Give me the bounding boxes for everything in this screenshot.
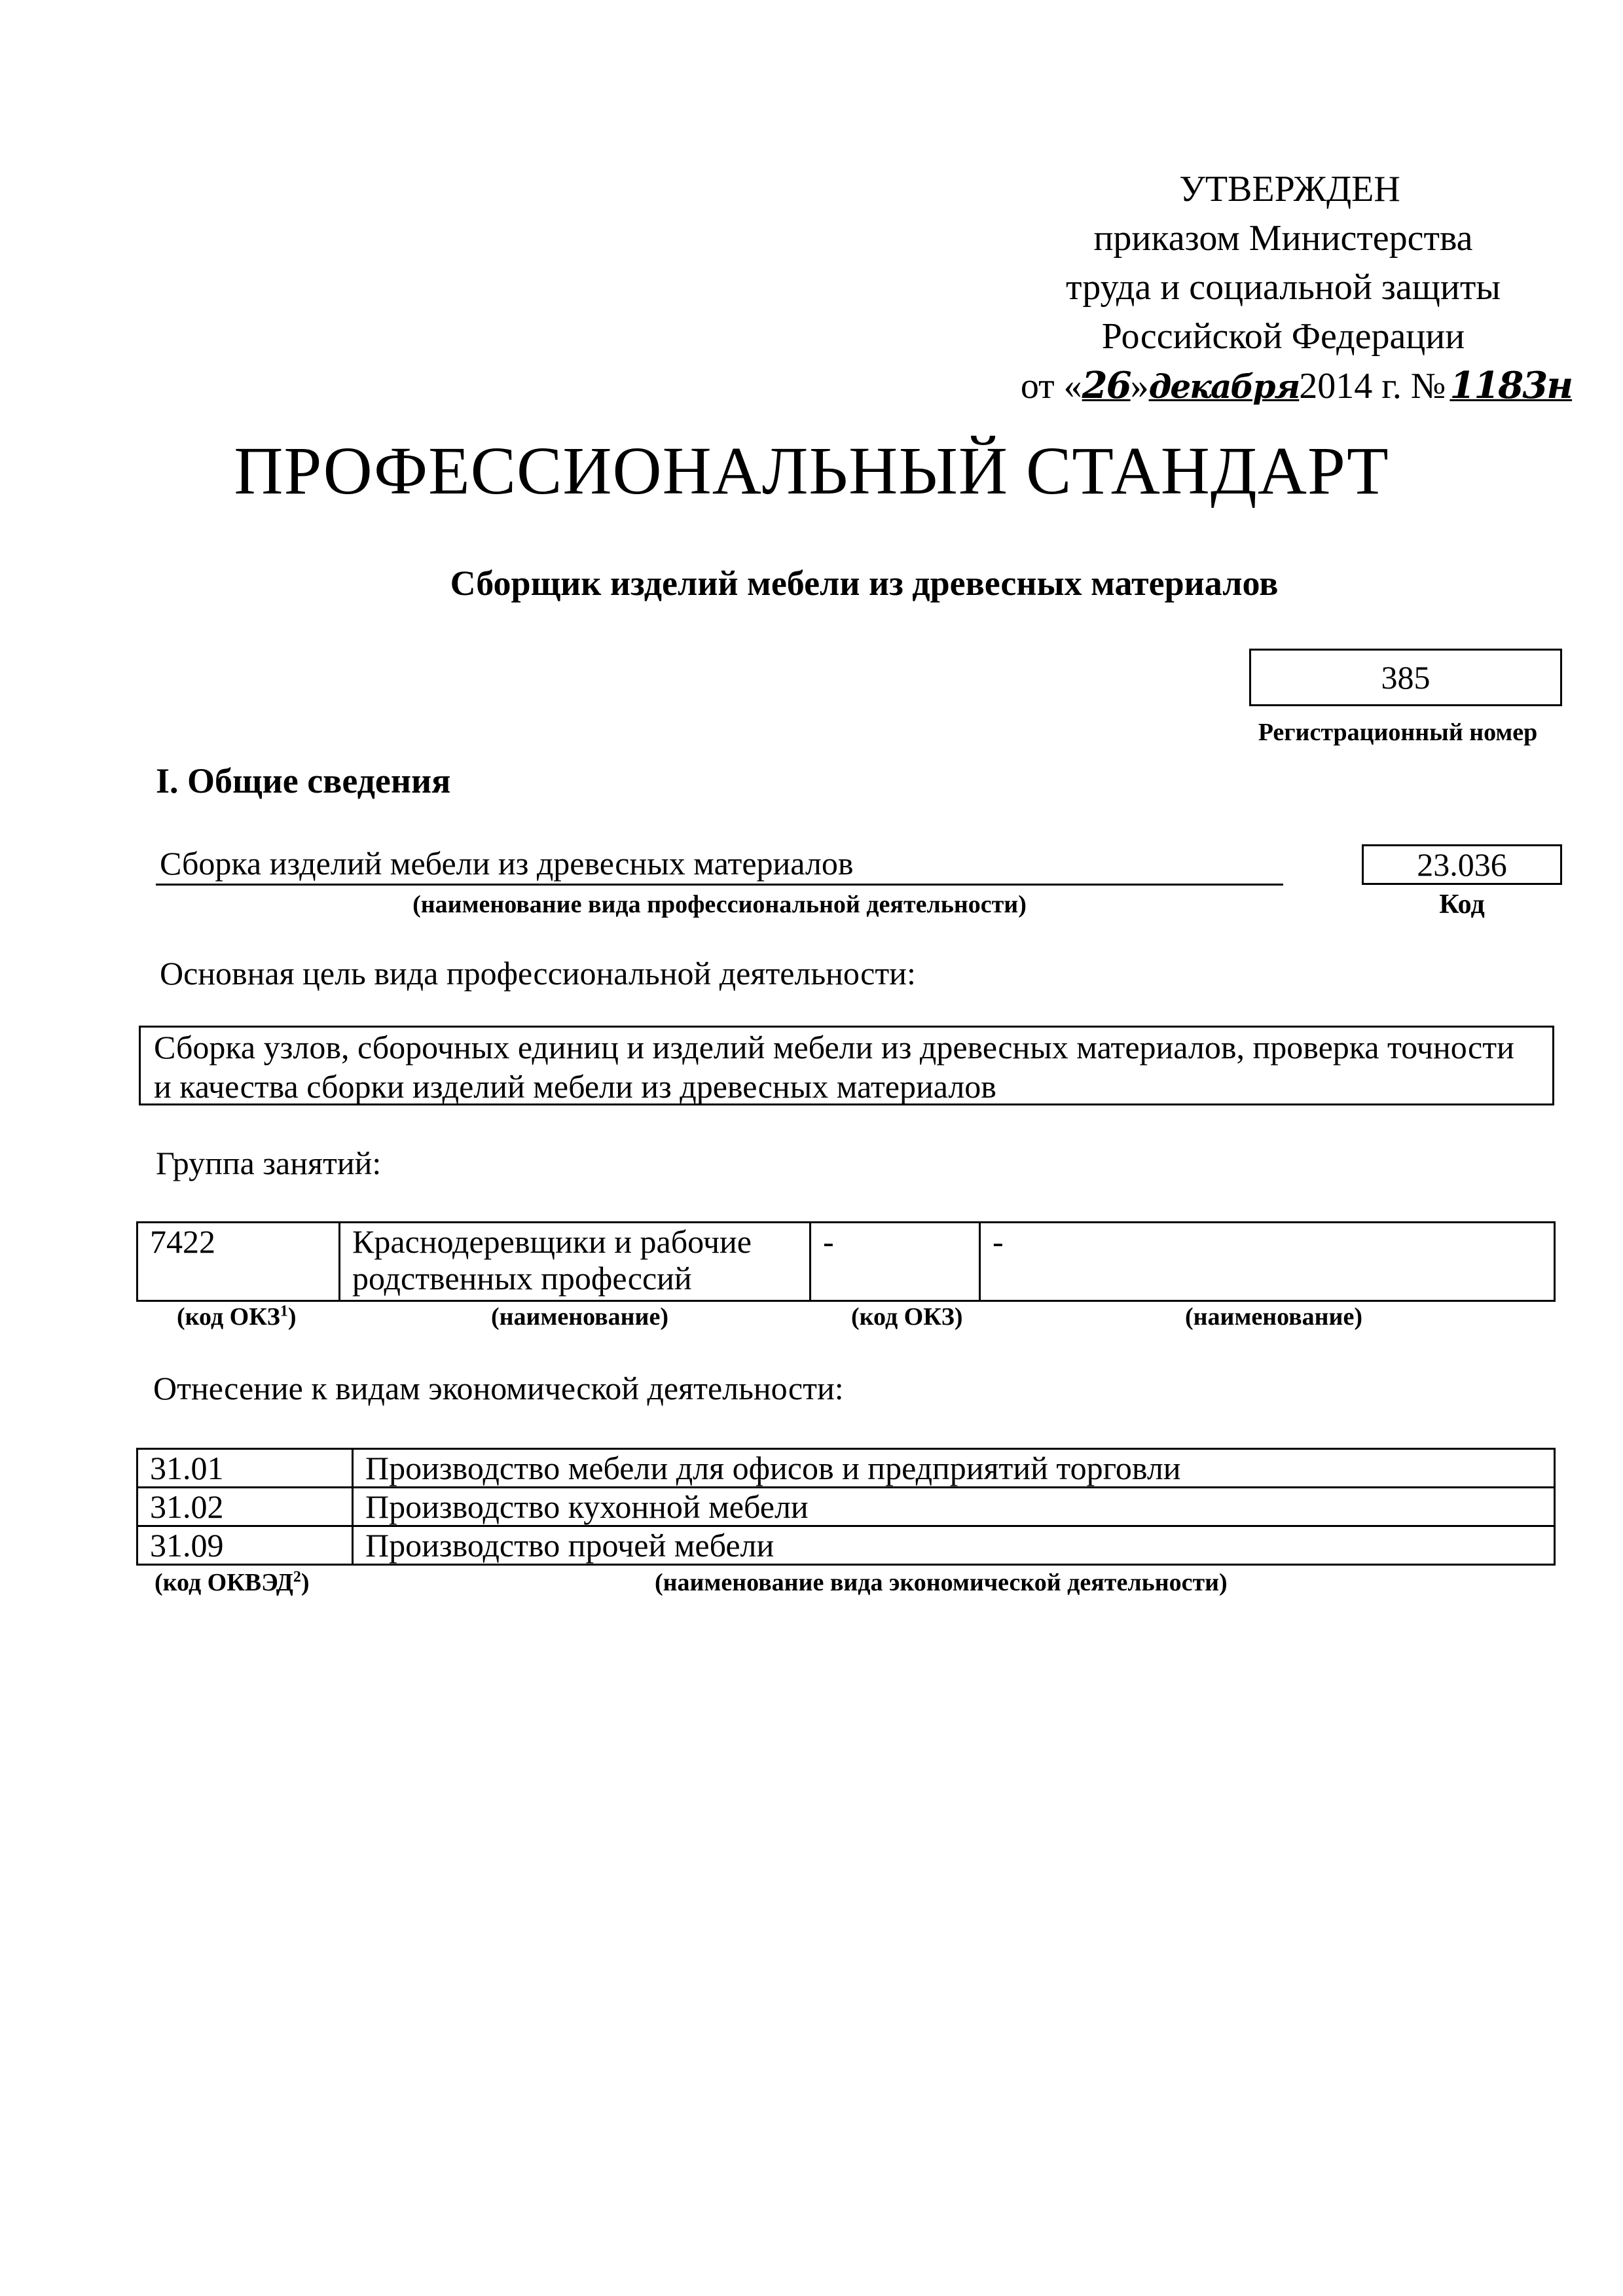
approval-block: [969, 165, 1597, 411]
caption-text: (код ОКВЭД: [155, 1569, 293, 1596]
date-day-handwritten: 26: [1082, 364, 1131, 407]
okved-code: 31.02: [137, 1488, 353, 1526]
economic-label: Отнесение к видам экономической деятельности:: [153, 1370, 844, 1407]
okved-code: 31.09: [137, 1526, 353, 1565]
occupation-caption-code2: (код ОКЗ): [851, 1303, 963, 1331]
footnote-ref: 2: [293, 1568, 301, 1586]
approval-date-line: [969, 361, 1597, 411]
approval-line-labor: труда и социальной защиты: [1066, 267, 1501, 308]
order-number-handwritten: 1183н: [1450, 364, 1573, 407]
occupation-name-2: -: [980, 1223, 1555, 1301]
activity-name: Сборка изделий мебели из древесных материалов: [160, 845, 854, 882]
registration-number-label: Регистрационный номер: [1258, 719, 1538, 746]
caption-close: ): [287, 1303, 297, 1331]
footnote-ref: 1: [280, 1302, 288, 1320]
goal-text: Сборка узлов, сборочных единиц и изделий мебели из древесных материалов, проверка точности и качества сборки изделий мебели из древесных материалов: [154, 1029, 1514, 1105]
occupation-caption-code1: [177, 1302, 297, 1331]
section-heading: I. Общие сведения: [156, 761, 451, 800]
caption-text: (код ОКЗ: [177, 1303, 280, 1331]
document-title: ПРОФЕССИОНАЛЬНЫЙ СТАНДАРТ: [234, 433, 1389, 509]
occupation-label: Группа занятий:: [156, 1145, 382, 1181]
economic-table: [136, 1448, 1556, 1566]
date-year: 2014 г. №: [1299, 366, 1446, 406]
table-row: [137, 1488, 1555, 1526]
table-row: [137, 1449, 1555, 1488]
activity-code-caption: Код: [1439, 889, 1485, 920]
goal-box: [139, 1026, 1554, 1105]
activity-name-caption: (наименование вида профессиональной деятельности): [412, 891, 1027, 918]
occupation-code-2: -: [811, 1223, 980, 1301]
approval-title: УТВЕРЖДЕН: [1179, 169, 1400, 209]
occupation-code-1: 7422: [137, 1223, 340, 1301]
approval-line-ministry: приказом Министерства: [1093, 218, 1473, 259]
approval-line-federation: Российской Федерации: [1101, 316, 1465, 357]
caption-close: ): [301, 1569, 310, 1596]
okved-name: Производство кухонной мебели: [353, 1488, 1555, 1526]
registration-number-box: [1249, 649, 1562, 706]
date-month-handwritten: декабря: [1148, 367, 1300, 406]
economic-caption-name: (наименование вида экономической деятельности): [655, 1569, 1228, 1596]
okved-name: Производство мебели для офисов и предприятий торговли: [353, 1449, 1555, 1488]
occupation-table: [136, 1221, 1556, 1302]
economic-caption-code: [155, 1568, 310, 1597]
goal-label: Основная цель вида профессиональной деятельности:: [160, 955, 916, 992]
activity-name-underline: [156, 884, 1283, 886]
document-subtitle: Сборщик изделий мебели из древесных материалов: [450, 564, 1279, 603]
table-row: [137, 1223, 1555, 1301]
occupation-name-1: Краснодеревщики и рабочие родственных профессий: [340, 1223, 811, 1301]
table-row: [137, 1526, 1555, 1565]
activity-code-box: [1362, 844, 1562, 885]
date-mid: »: [1130, 366, 1149, 406]
activity-code: 23.036: [1417, 846, 1507, 883]
date-prefix: от «: [1020, 366, 1082, 406]
okved-code: 31.01: [137, 1449, 353, 1488]
occupation-caption-name1: (наименование): [491, 1303, 668, 1331]
occupation-caption-name2: (наименование): [1185, 1303, 1362, 1331]
okved-name: Производство прочей мебели: [353, 1526, 1555, 1565]
registration-number: 385: [1381, 659, 1431, 696]
